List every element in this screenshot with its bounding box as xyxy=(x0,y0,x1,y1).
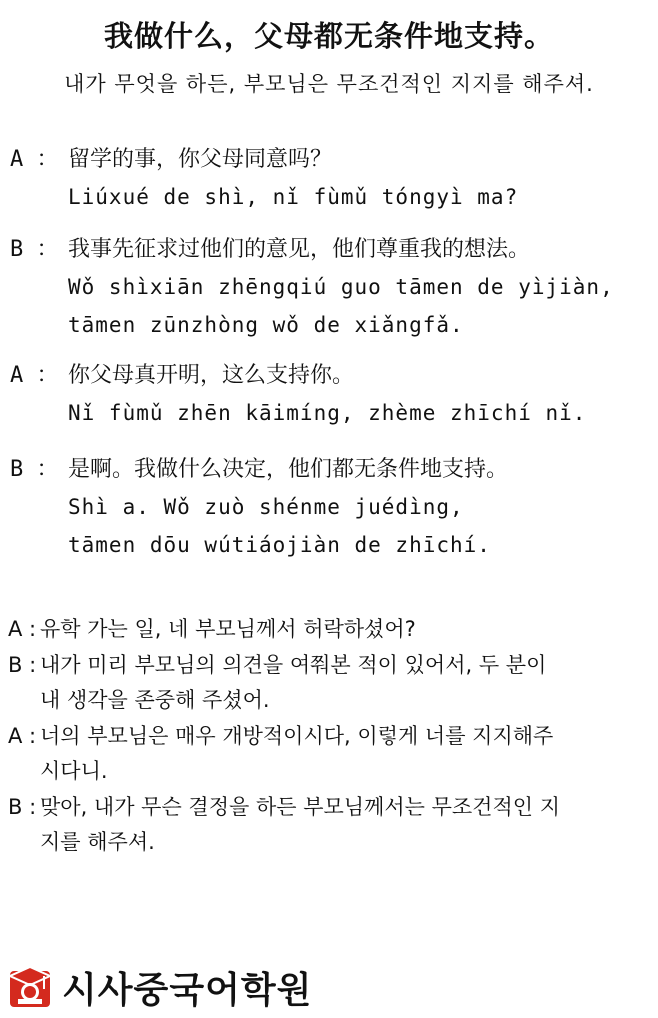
translation-turn xyxy=(8,648,652,718)
pinyin-line: Wǒ shìxiān zhēngqiú guo tāmen de yìjiàn, xyxy=(68,275,614,299)
translation-line: 내 생각을 존중해 주셨어. xyxy=(40,688,270,712)
translation-line: 시다니. xyxy=(40,759,108,783)
translation-line: 유학 가는 일, 네 부모님께서 허락하셨어? xyxy=(40,617,416,641)
translation-turn xyxy=(8,790,652,860)
translation-line: 지를 해주셔. xyxy=(40,830,155,854)
brand-footer xyxy=(8,958,312,1016)
speaker-label: A : xyxy=(8,724,37,748)
pinyin-line: tāmen dōu wútiáojiàn de zhīchí. xyxy=(68,533,491,557)
dialogue-turn xyxy=(10,232,650,358)
chinese-line: 你父母真开明，这么支持你。 xyxy=(68,363,355,388)
translation-line: 내가 미리 부모님의 의견을 여쭤본 적이 있어서, 두 분이 xyxy=(40,653,547,677)
graduate-cap-logo-icon xyxy=(8,965,52,1009)
dialogue-turn xyxy=(10,358,650,438)
speaker-label: A : xyxy=(8,617,37,641)
dialogue-section xyxy=(10,142,650,570)
pinyin-line: Shì a. Wǒ zuò shénme juédìng, xyxy=(68,495,464,519)
pinyin-line: tāmen zūnzhòng wǒ de xiǎngfǎ. xyxy=(68,313,464,337)
chinese-line: 留学的事，你父母同意吗？ xyxy=(68,147,333,172)
translation-line: 맞아, 내가 무슨 결정을 하든 부모님께서는 무조건적인 지 xyxy=(40,795,560,819)
chinese-line: 我事先征求过他们的意见，他们尊重我的想法。 xyxy=(68,237,531,262)
korean-translation xyxy=(8,612,652,861)
translation-line: 너의 부모님은 매우 개방적이시다, 이렇게 너를 지지해주 xyxy=(40,724,554,748)
page-title: 我做什么，父母都无条件地支持。 xyxy=(103,19,554,53)
translation-turn xyxy=(8,612,652,647)
speaker-label: B ： xyxy=(10,237,59,262)
speaker-label: B : xyxy=(8,795,37,819)
speaker-label: B ： xyxy=(10,457,59,482)
speaker-label: B : xyxy=(8,653,37,677)
brand-name: 시사중국어학원 xyxy=(62,969,313,1011)
speaker-label: A ： xyxy=(10,363,59,388)
chinese-line: 是啊。我做什么决定，他们都无条件地支持。 xyxy=(68,457,509,482)
speaker-label: A ： xyxy=(10,147,59,172)
dialogue-turn xyxy=(10,452,650,570)
translation-turn xyxy=(8,719,652,789)
page-subtitle: 내가 무엇을 하든, 부모님은 무조건적인 지지를 해주셔. xyxy=(64,72,594,96)
dialogue-turn xyxy=(10,142,650,222)
pinyin-line: Nǐ fùmǔ zhēn kāimíng, zhème zhīchí nǐ. xyxy=(68,401,587,425)
pinyin-line: Liúxué de shì, nǐ fùmǔ tóngyì ma? xyxy=(68,185,519,209)
